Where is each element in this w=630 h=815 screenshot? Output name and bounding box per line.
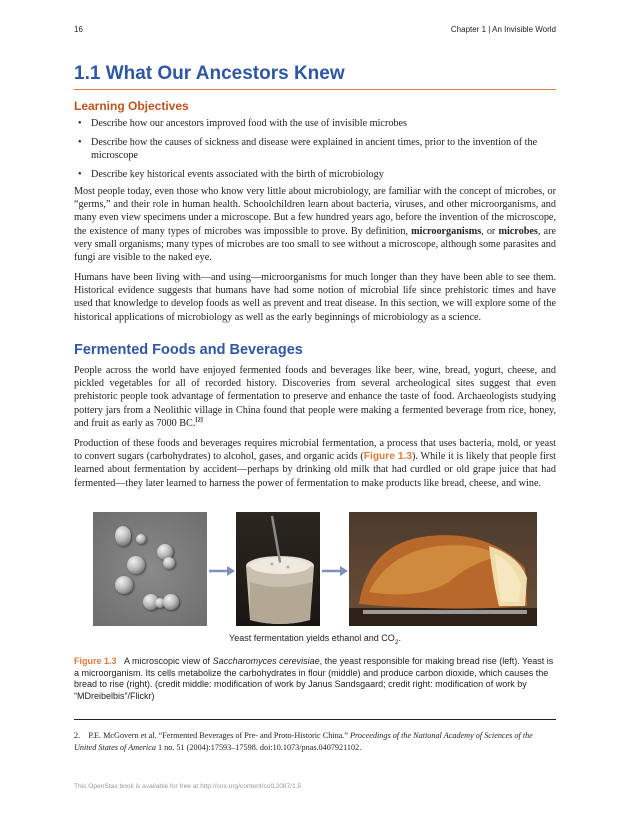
term-microbes: microbes	[498, 225, 538, 237]
figure-caption: Figure 1.3 A microscopic view of Saccharomyces cerevisiae, the yeast responsible for making bread rise (left). Yeast is a microorganism. Its cells metabolize the carbohydrates in flour (middle) and produce carbon dioxide, which causes the bread to rise (right). (credit middle: modification of work by Janus Sandsgaard; credit right: modification of work by “MDreibelbis”/Flickr)	[74, 656, 554, 701]
yeast-micrograph-image	[93, 512, 207, 626]
footnote-marker[interactable]: [2]	[195, 416, 203, 424]
footnote-divider	[74, 719, 556, 720]
objective-item: • Describe key historical events associated with the birth of microbiology	[74, 168, 556, 181]
species-name: Saccharomyces cerevisiae	[212, 656, 320, 666]
footnote: 2. P.E. McGovern et al. “Fermented Beverages of Pre- and Proto-Historic China.” Proceedings of the National Academy of Sciences of the United States of America 1 no. 51 (2004):17593–17598. doi:10.1073/pnas.0407921102.	[74, 731, 533, 752]
bread-loaf-image	[349, 512, 537, 626]
figure-inner-caption: Yeast fermentation yields ethanol and $CO_2$.	[229, 633, 401, 646]
flour-mixture-image	[236, 512, 320, 626]
term-microorganisms: microorganisms	[411, 225, 482, 237]
arrow-right-icon	[209, 566, 235, 576]
learning-objectives-heading: Learning Objectives	[74, 99, 189, 113]
running-header: Chapter 1 | An Invisible World	[450, 25, 556, 34]
subsection-title: Fermented Foods and Beverages	[74, 342, 303, 358]
figure-link[interactable]: Figure 1.3	[363, 451, 413, 463]
production-paragraph: Production of these foods and beverages requires microbial fermentation, a process that uses bacteria, mold, or yeast to convert sugars (carbohydrates) to alcohol, gases, and organic acids (Figure 1.3). While it is likely that people first learned about fermentation by accident—perhaps by drinking old milk that had curdled or old grape juice that had fermented—they later learned to harness the power of fermentation to make products like bread, cheese, and wine.	[74, 438, 556, 489]
title-divider	[74, 89, 556, 90]
figure-label: Figure 1.3	[74, 656, 117, 666]
page-number: 16	[74, 25, 83, 34]
objective-item: • Describe how our ancestors improved food with the use of invisible microbes	[74, 117, 556, 130]
section-title: 1.1 What Our Ancestors Knew	[74, 63, 345, 84]
fermented-foods-paragraph: People across the world have enjoyed fermented foods and beverages like beer, wine, bread, yogurt, cheese, and pickled vegetables for all of recorded history. Discoveries from several archeological sites suggest that even prehistoric people took advantage of fermentation to preserve and enhance the taste of food. Archaeologists studying pottery jars from a Neolithic village in China found that people were making a fermented beverage from rice, honey, and fruit as early as 7000 BC.[2]	[74, 365, 556, 429]
arrow-right-icon	[322, 566, 348, 576]
objective-item: • Describe how the causes of sickness and disease were explained in ancient times, prior to the invention of the microscope	[74, 136, 556, 162]
intro-paragraph: Most people today, even those who know very little about microbiology, are familiar with the concept of microbes, or “germs,” and their role in human health. Schoolchildren learn about bacteria, viruses, and other microorganisms, and many even view specimens under a microscope. But a few hundred years ago, before the invention of the microscope, the existence of many types of microbes was impossible to prove. By definition, microorganisms, or microbes, are very small organisms; many types of microbes are too small to see without a microscope, although some parasites and fungi are visible to the naked eye.	[74, 186, 556, 264]
learning-objectives-list	[74, 117, 556, 187]
history-paragraph: Humans have been living with—and using—microorganisms for much longer than they have been able to see them. Historical evidence suggests that humans have had some notion of microbial life since prehistoric times and have used that knowledge to develop foods as well as prevent and treat disease. In this section, we will explore some of the historical applications of microbiology as well as the early beginnings of microbiology as a science.	[74, 272, 556, 323]
page-footer: This OpenStax book is available for free at http://cnx.org/content/col12087/1.5	[74, 783, 302, 790]
